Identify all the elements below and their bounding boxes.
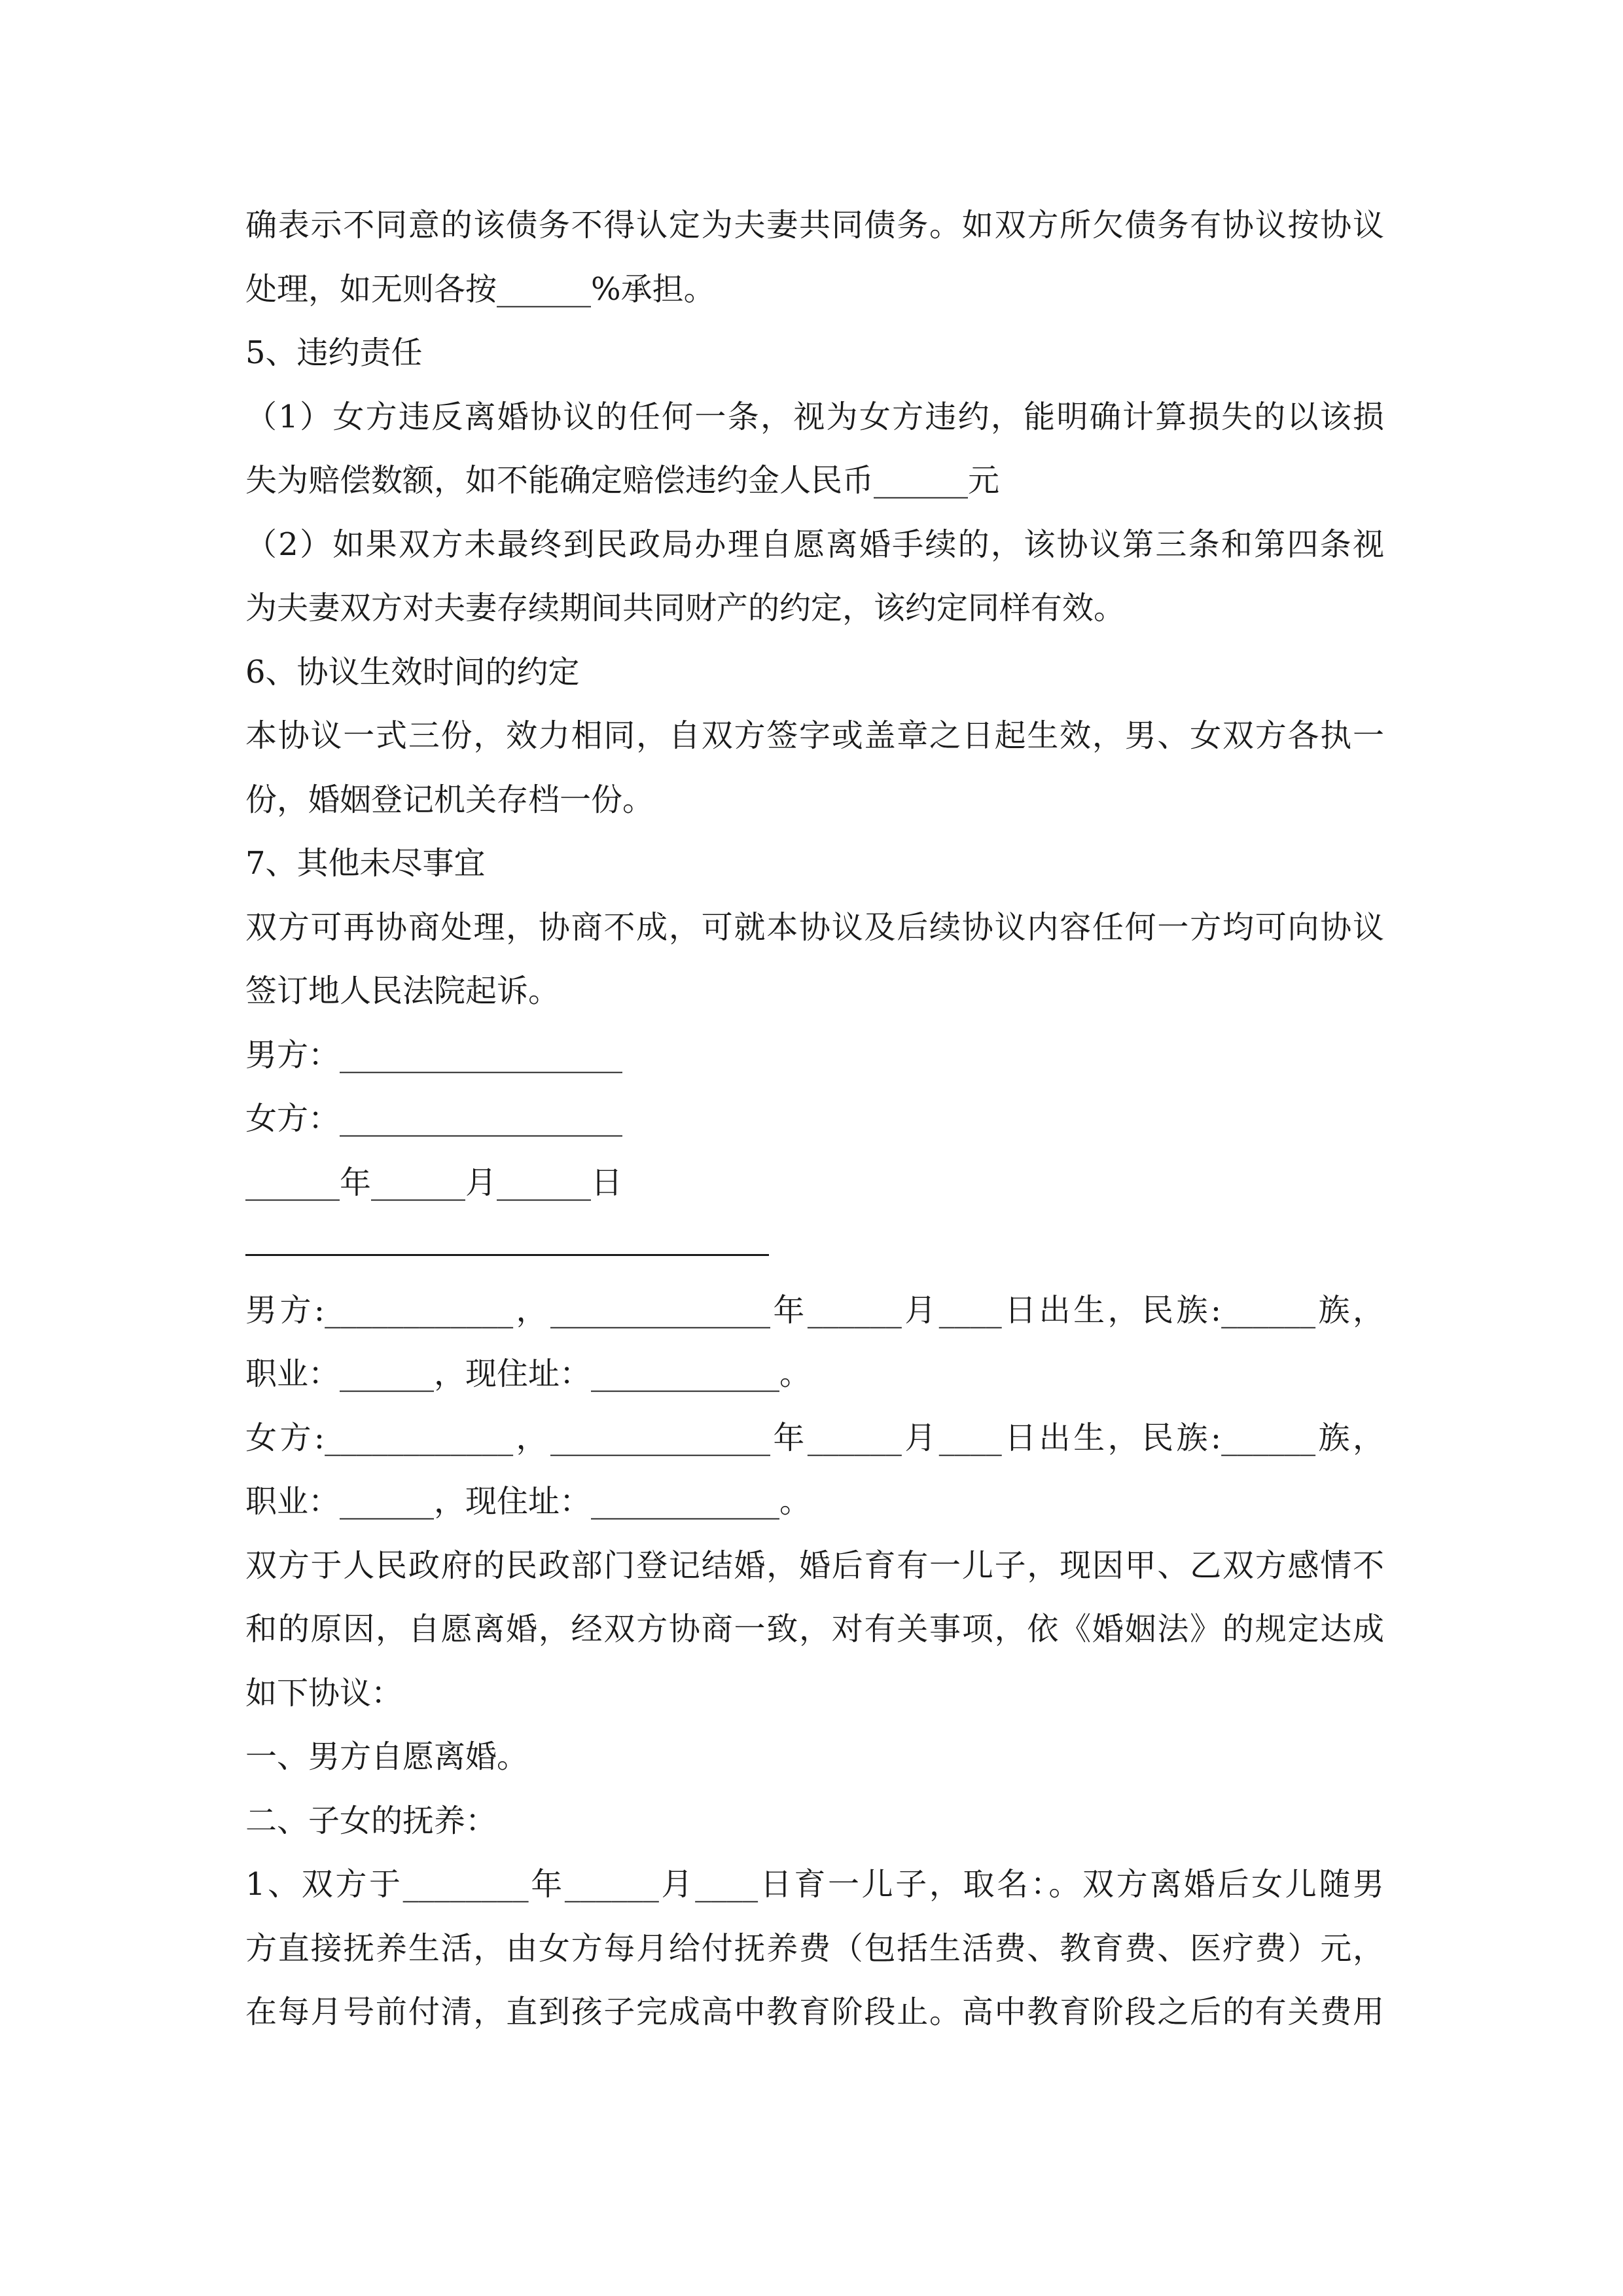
- paragraph-line: 方直接抚养生活，由女方每月给付抚养费（包括生活费、教育费、医疗费）元，: [245, 1929, 1384, 1967]
- paragraph-line: 如下协议：: [245, 1674, 403, 1712]
- paragraph-line: 确表示不同意的该债务不得认定为夫妻共同债务。如双方所欠债务有协议按协议: [245, 207, 1384, 243]
- paragraph-line: 双方于人民政府的民政部门登记结婚，婚后育有一儿子，现因甲、乙双方感情不: [245, 1547, 1384, 1584]
- paragraph-line: 和的原因，自愿离婚，经双方协商一致，对有关事项，依《婚姻法》的规定达成: [245, 1611, 1384, 1647]
- clause-heading: 二、子女的抚养：: [245, 1802, 497, 1839]
- party-info-male-address: 职业：______，现住址：____________。: [245, 1355, 812, 1392]
- separator-rule: [245, 1215, 1384, 1279]
- section-heading: 7、其他未尽事宜: [245, 845, 486, 882]
- paragraph-line: 1、双方于________年______月____日育一儿子，取名：。双方离婚后女儿随男: [245, 1866, 1384, 1903]
- paragraph-line: 为夫妻双方对夫妻存续期间共同财产的约定，该约定同样有效。: [245, 590, 1126, 626]
- date-line: ______年______月______日: [245, 1164, 623, 1201]
- separator-bar: [245, 1254, 769, 1256]
- section-heading: 5、违约责任: [245, 334, 423, 371]
- paragraph-line: 本协议一式三份，效力相同，自双方签字或盖章之日起生效，男、女双方各执一: [245, 717, 1384, 754]
- paragraph-line: 在每月号前付清，直到孩子完成高中教育阶段止。高中教育阶段之后的有关费用: [245, 1994, 1384, 2030]
- party-info-female-address: 职业：______，现住址：____________。: [245, 1483, 812, 1520]
- paragraph-line: 处理，如无则各按______%承担。: [245, 270, 715, 308]
- paragraph-line: 双方可再协商处理，协商不成，可就本协议及后续协议内容任何一方均可向协议: [245, 908, 1384, 946]
- document-body: [245, 194, 1384, 2045]
- signature-line-male: 男方：__________________: [245, 1036, 623, 1073]
- paragraph-line: 签订地人民法院起诉。: [245, 973, 560, 1009]
- paragraph-line: 份，婚姻登记机关存档一份。: [245, 781, 654, 818]
- paragraph-line: （2）如果双方未最终到民政局办理自愿离婚手续的，该协议第三条和第四条视: [245, 526, 1384, 563]
- paragraph-line: 失为赔偿数额，如不能确定赔偿违约金人民币______元: [245, 462, 1000, 499]
- party-info-male: 男方:____________，______________年______月____日出生，民族:______族，: [245, 1291, 1384, 1329]
- signature-line-female: 女方：__________________: [245, 1100, 623, 1137]
- section-heading: 6、协议生效时间的约定: [245, 653, 580, 691]
- party-info-female: 女方:____________，______________年______月____日出生，民族:______族，: [245, 1419, 1384, 1456]
- clause-heading: 一、男方自愿离婚。: [245, 1738, 529, 1775]
- paragraph-line: （1）女方违反离婚协议的任何一条，视为女方违约，能明确计算损失的以该损: [245, 398, 1384, 435]
